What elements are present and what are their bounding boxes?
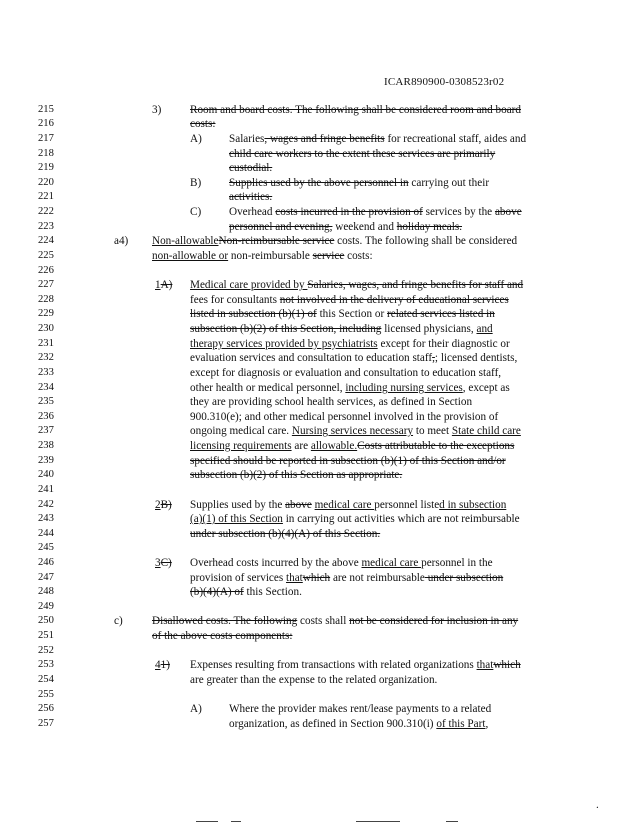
- item-marker: c): [114, 615, 123, 627]
- line-number: 223: [38, 221, 54, 232]
- line-number: 218: [38, 148, 54, 159]
- text-line: Expenses resulting from transactions with related organizations thatwhich: [190, 659, 521, 671]
- text-line: Supplies used by the above personnel in carrying out their: [229, 177, 490, 189]
- footer-rule: [356, 821, 400, 822]
- line-number: 232: [38, 352, 54, 363]
- text-line: activities.: [229, 191, 273, 203]
- line-number: 241: [38, 484, 54, 495]
- line-number: 251: [38, 630, 54, 641]
- line-number: 252: [38, 645, 54, 656]
- line-number: 221: [38, 191, 54, 202]
- item-marker: 1A): [155, 279, 173, 291]
- text-line: provision of services thatwhich are not reimbursable under subsection: [190, 572, 504, 584]
- line-number: 222: [38, 206, 54, 217]
- item-marker: C): [190, 206, 202, 218]
- text-line: evaluation services and consultation to education staff,; licensed dentists,: [190, 352, 518, 364]
- text-line: they are providing school health services, as defined in Section: [190, 396, 473, 408]
- line-number: 234: [38, 382, 54, 393]
- line-number: 229: [38, 308, 54, 319]
- text-line: non-allowable or non-reimbursable service costs:: [152, 250, 373, 262]
- text-line: except for diagnosis or evaluation and consultation to education staff,: [190, 367, 502, 379]
- line-number: 231: [38, 338, 54, 349]
- text-line: licensing requirements are allowable.Costs attributable to the exceptions: [190, 440, 515, 452]
- text-line: (a)(1) of this Section in carrying out activities which are not reimbursable: [190, 513, 520, 525]
- text-line: other health or medical personnel, including nursing services, except as: [190, 382, 510, 394]
- line-number: 257: [38, 718, 54, 729]
- line-number: 249: [38, 601, 54, 612]
- text-line: Medical care provided by Salaries, wages, and fringe benefits for staff and: [190, 279, 524, 291]
- item-marker: A): [190, 133, 202, 145]
- text-line: under subsection (b)(4)(A) of this Section.: [190, 528, 381, 540]
- text-line: child care workers to the extent these services are primarily: [229, 148, 496, 160]
- text-line: organization, as defined in Section 900.310(i) of this Part,: [229, 718, 489, 730]
- text-line: therapy services provided by psychiatrists except for their diagnostic or: [190, 338, 510, 350]
- line-number: 227: [38, 279, 54, 290]
- line-number: 242: [38, 499, 54, 510]
- line-number: 225: [38, 250, 54, 261]
- item-marker: 3): [152, 104, 162, 116]
- item-marker: 41): [155, 659, 170, 671]
- line-number: 247: [38, 572, 54, 583]
- line-number: 246: [38, 557, 54, 568]
- line-number: 255: [38, 689, 54, 700]
- line-number: 244: [38, 528, 54, 539]
- line-number: 245: [38, 542, 54, 553]
- text-line: Overhead costs incurred by the above medical care personnel in the: [190, 557, 493, 569]
- line-number: 219: [38, 162, 54, 173]
- text-line: listed in subsection (b)(1) of this Section or related services listed in: [190, 308, 495, 320]
- line-number: 235: [38, 396, 54, 407]
- line-number: 216: [38, 118, 54, 129]
- footer-rule: [446, 821, 458, 822]
- line-number: 238: [38, 440, 54, 451]
- text-line: 900.310(e); and other medical personnel involved in the provision of: [190, 411, 499, 423]
- document-id: ICAR890900-0308523r02: [384, 76, 505, 88]
- text-line: Overhead costs incurred in the provision of services by the above: [229, 206, 522, 218]
- footer-rule: [231, 821, 241, 822]
- text-line: costs:: [190, 118, 216, 130]
- line-number: 233: [38, 367, 54, 378]
- line-number: 240: [38, 469, 54, 480]
- item-marker: 3C): [155, 557, 172, 569]
- text-line: Supplies used by the above medical care personnel listed in subsection: [190, 499, 507, 511]
- text-line: of the above costs components:: [152, 630, 293, 642]
- line-number: 239: [38, 455, 54, 466]
- text-line: (b)(4)(A) of this Section.: [190, 586, 302, 598]
- line-number: 217: [38, 133, 54, 144]
- item-marker: 2B): [155, 499, 172, 511]
- text-line: are greater than the expense to the related organization.: [190, 674, 438, 686]
- line-number: 236: [38, 411, 54, 422]
- text-line: Non-allowableNon-reimbursable service costs. The following shall be considered: [152, 235, 518, 247]
- footer-dot: .: [596, 799, 599, 811]
- line-number: 248: [38, 586, 54, 597]
- text-line: fees for consultants not involved in the delivery of educational services: [190, 294, 509, 306]
- item-marker: A): [190, 703, 202, 715]
- line-number: 254: [38, 674, 54, 685]
- footer-rule: [196, 821, 218, 822]
- text-line: Where the provider makes rent/lease payments to a related: [229, 703, 492, 715]
- line-number: 250: [38, 615, 54, 626]
- text-line: Room and board costs. The following shall be considered room and board: [190, 104, 521, 116]
- text-line: Salaries, wages and fringe benefits for recreational staff, aides and: [229, 133, 527, 145]
- line-number: 253: [38, 659, 54, 670]
- text-line: subsection (b)(2) of this Section, including licensed physicians, and: [190, 323, 493, 335]
- text-line: custodial.: [229, 162, 273, 174]
- line-number: 230: [38, 323, 54, 334]
- line-number: 226: [38, 265, 54, 276]
- line-number: 243: [38, 513, 54, 524]
- line-number: 228: [38, 294, 54, 305]
- line-number: 256: [38, 703, 54, 714]
- item-marker: a4): [114, 235, 129, 247]
- line-number: 237: [38, 425, 54, 436]
- text-line: Disallowed costs. The following costs shall not be considered for inclusion in any: [152, 615, 519, 627]
- item-marker: B): [190, 177, 202, 189]
- text-line: specified should be reported in subsection (b)(1) of this Section and/or: [190, 455, 506, 467]
- line-number: 215: [38, 104, 54, 115]
- text-line: personnel and evening, weekend and holiday meals.: [229, 221, 463, 233]
- text-line: subsection (b)(2) of this Section as appropriate.: [190, 469, 403, 481]
- line-number: 220: [38, 177, 54, 188]
- line-number: 224: [38, 235, 54, 246]
- text-line: ongoing medical care. Nursing services necessary to meet State child care: [190, 425, 521, 437]
